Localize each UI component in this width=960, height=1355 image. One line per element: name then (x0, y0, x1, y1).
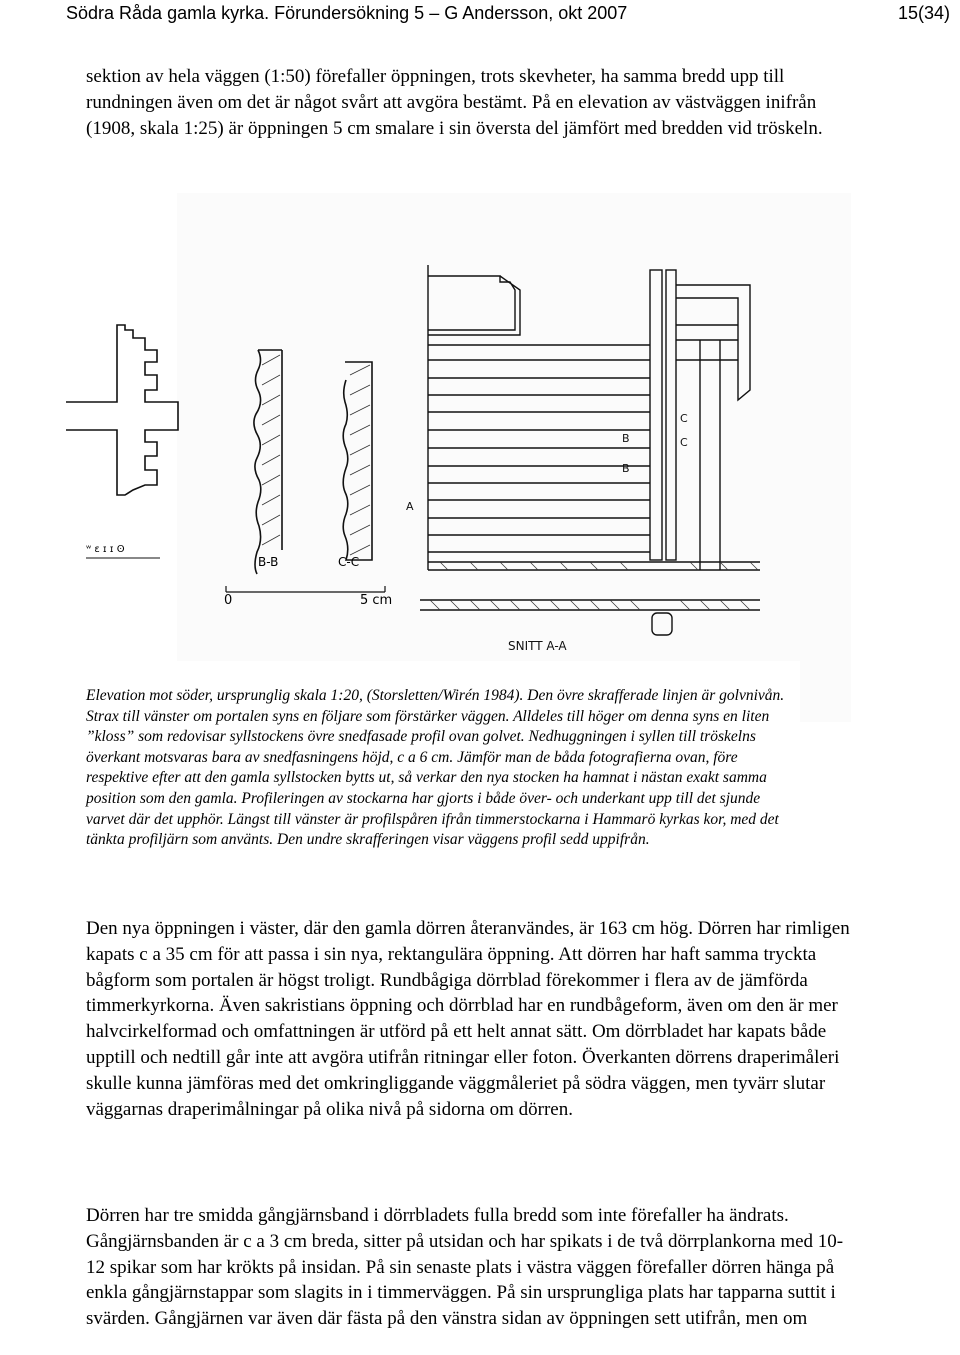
marker-c1: C (680, 412, 688, 425)
label-snitt: SNITT A-A (508, 639, 567, 653)
label-cc: C-C (338, 555, 360, 569)
scale-five-cm: 5 cm (360, 593, 393, 608)
marker-b1: B (622, 432, 630, 445)
drawing-sheet (177, 193, 851, 661)
marker-c2: C (680, 436, 688, 449)
scale-zero: 0 (224, 593, 233, 608)
drawing-sheet-tail (800, 660, 851, 722)
marker-a: A (406, 500, 414, 513)
body-paragraph: Den nya öppningen i väster, där den gamla dörren återanvändes, är 163 cm hög. Dörren har rimligen kapats c a 35 cm för att passa i sin nya, rektangulära öppning. Att dörren har haft samma tryckta bågform som portalen är högst troligt. Rundbågiga dörrblad förekommer i flera av de jämförda timmerkyrkorna. Även sakristians öppning och dörrblad har en rundbågeform, även om den är mer halvcirkelformad och omfattningen är utförd på ett helt annat sätt. Om dörrbladet har kapats både upptill och nedtill går inte att avgöra utifrån ritningar eller foton. Överkanten dörrens draperimåleri skulle kunna jämföras med det omkringliggande väggmåleriet på södra väggen, men tyvärr slutar väggarnas draperimålningar på olika nivå på sidorna om dörren. (86, 918, 850, 1120)
marker-b2: B (622, 462, 630, 475)
body-paragraph: Dörren har tre smidda gångjärnsband i dörrbladets fulla bredd som inte förefaller ha ändrats. Gångjärnsbanden är c a 3 cm breda, sitter på utsidan och har spikats i de två dörrplankorna med 10-12 spikar som har krökts på insidan. På sin senaste plats i västra väggen förefaller dörren hänga på enkla gångjärnstappar som slagits in i timmerväggen. På sin ursprungliga plats har tapparna suttit i svärden. Gångjärnen var även där fästa på den vänstra sidan av öppningen sett utifrån, men om (86, 1205, 844, 1330)
profile-iron (66, 325, 178, 495)
header-title: Södra Råda gamla kyrka. Förundersökning 5 – G Andersson, okt 2007 (66, 3, 628, 23)
page-number: 15(34) (897, 3, 950, 23)
figure-caption: Elevation mot söder, ursprunglig skala 1:20, (Storsletten/Wirén 1984). Den övre skrafferade linjen är golvnivån. Strax till vänster om portalen syns en följare som förstärker väggen. Alldeles till höger om denna syns en liten ”kloss” som redovisar syllstockens övre snedfasade profil ovan golvet. Nedhuggningen i syllen till tröskelns överkant motsvaras bara av snedfasningens höjd, c a 6 cm. Jämför man de båda fotografierna ovan, före respektive efter att den gamla syllstocken bytts ut, så verkar den nya stocken ha hamnat i nästan exakt samma position som den gamla. Profileringen av stockarna har gjorts i både över- och underkant upp till det sjunde varvet där det upphör. Längst till vänster är profilspåren ifrån timmerstockarna i Hammarö kyrkas kor, med det tänkta profiljärn som använts. Den undre skrafferingen visar väggens profil sedd uppifrån. (86, 687, 785, 849)
label-bb: B-B (258, 555, 279, 569)
elevation-drawing (0, 190, 852, 730)
page-header (66, 0, 950, 26)
intro-paragraph: sektion av hela väggen (1:50) förefaller öppningen, trots skevheter, ha samma bredd upp till rundningen även om det är något svårt att avgöra bestämt. På en elevation av västväggen inifrån (1908, skala 1:25) är öppningen 5 cm smalare i sin översta del jämfört med bredden vid tröskeln. (86, 66, 823, 139)
small-scale-label: ʷ ε ɪ ɪ ʘ (86, 544, 125, 555)
